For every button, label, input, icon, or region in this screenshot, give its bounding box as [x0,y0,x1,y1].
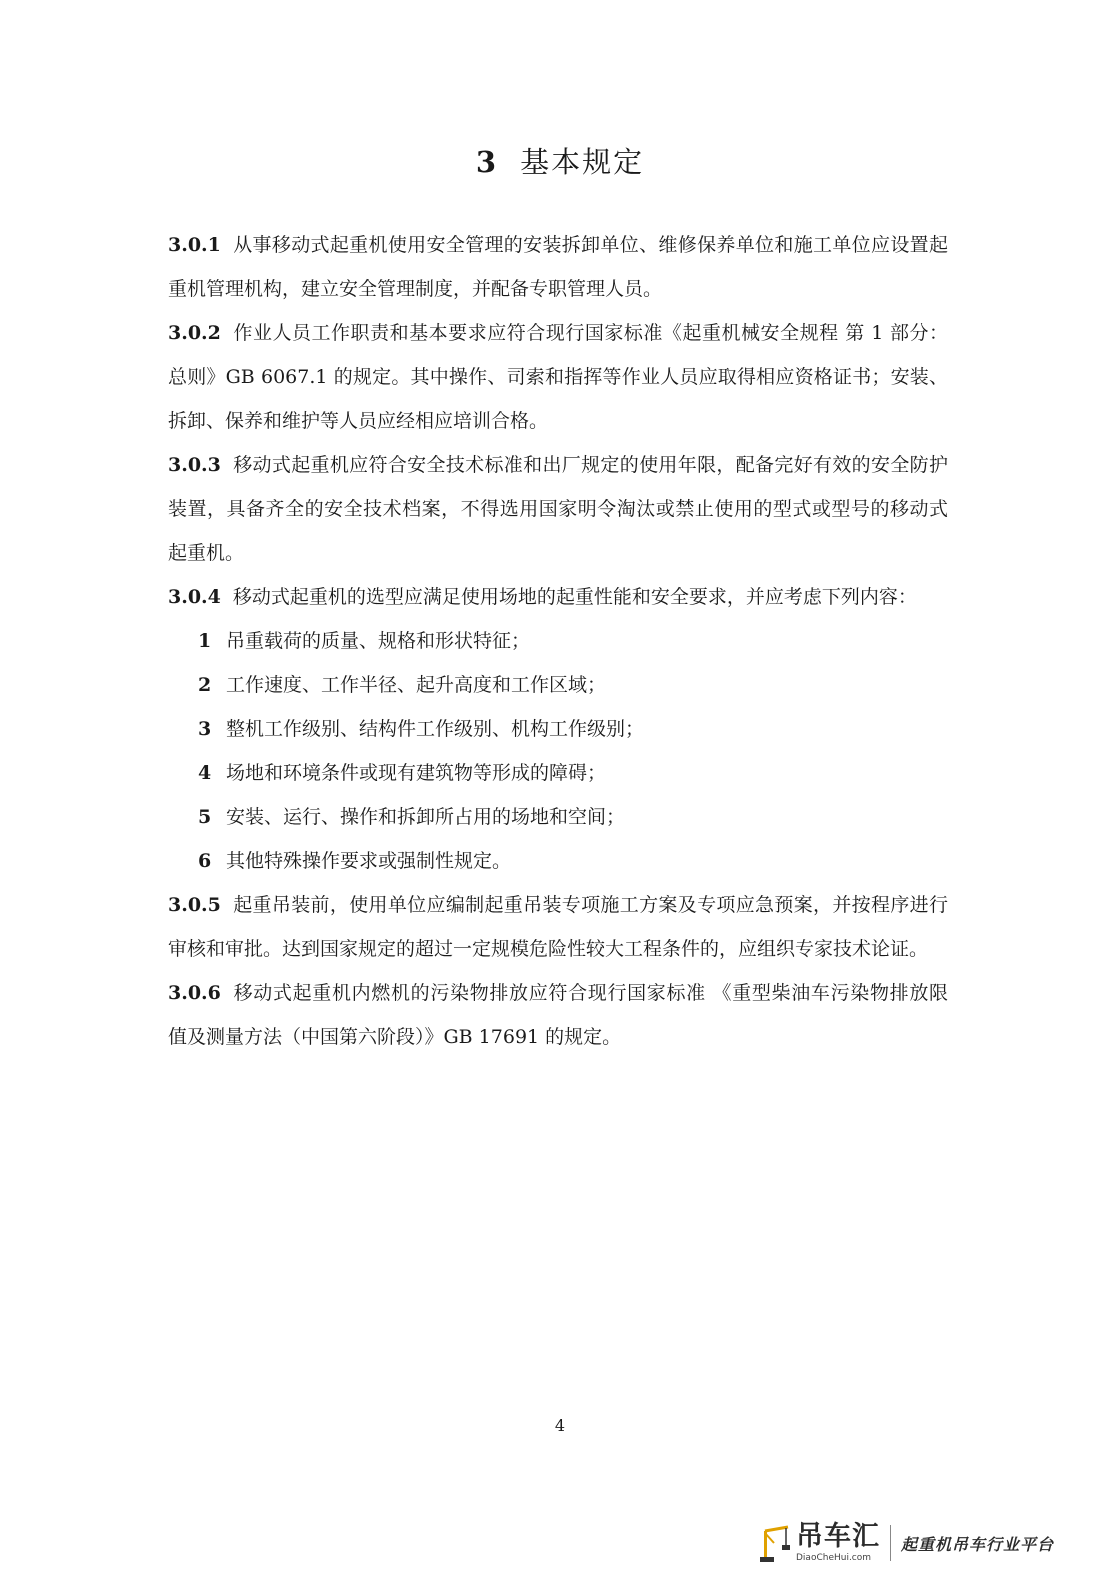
clause-number: 3.0.3 [168,454,221,476]
line-text: 审核和审批。达到国家规定的超过一定规模危险性较大工程条件的，应组织专家技术论证。 [168,938,929,960]
clause-line [168,443,948,487]
line-text: 安装、运行、操作和拆卸所占用的场地和空间； [226,806,626,828]
line-text: 其他特殊操作要求或强制性规定。 [226,850,512,872]
line-text: 吊重载荷的质量、规格和形状特征； [226,630,531,652]
list-item-number: 4 [198,762,212,784]
watermark-brand [796,1520,880,1564]
list-item-number: 1 [198,630,212,652]
list-item [168,663,948,707]
line-text: 工作速度、工作半径、起升高度和工作区域； [226,674,607,696]
line-text: 移动式起重机应符合安全技术标准和出厂规定的使用年限，配备完好有效的安全防护 [232,454,948,476]
watermark-logo [760,1518,1054,1568]
clause-line [168,971,948,1015]
clause-number: 3.0.5 [168,894,221,916]
crane-icon [760,1523,792,1563]
line-text: 重机管理机构，建立安全管理制度，并配备专职管理人员。 [168,278,663,300]
line-text: 总则》GB 6067.1 的规定。其中操作、司索和指挥等作业人员应取得相应资格证书；安装、 [168,366,948,388]
chapter-title [0,140,1120,181]
list-item-number: 3 [198,718,212,740]
clause-number: 3.0.1 [168,234,221,256]
list-item-number: 2 [198,674,212,696]
line-text: 拆卸、保养和维护等人员应经相应培训合格。 [168,410,549,432]
line-text: 场地和环境条件或现有建筑物等形成的障碍； [226,762,607,784]
line-text: 移动式起重机的选型应满足使用场地的起重性能和安全要求，并应考虑下列内容： [232,586,917,608]
clause-line [168,883,948,927]
paragraph-line [168,531,948,575]
line-text: 从事移动式起重机使用安全管理的安装拆卸单位、维修保养单位和施工单位应设置起 [232,234,948,256]
clause-number: 3.0.2 [168,322,221,344]
watermark-slogan: 起重机吊车行业平台 [901,1534,1055,1554]
clause-number: 3.0.6 [168,982,221,1004]
list-item-number: 6 [198,850,212,872]
document-body [168,223,948,1059]
clause-line [168,575,948,619]
list-item-number: 5 [198,806,212,828]
list-item [168,839,948,883]
line-text: 装置，具备齐全的安全技术档案，不得选用国家明令淘汰或禁止使用的型式或型号的移动式 [168,498,948,520]
line-text: 起重吊装前，使用单位应编制起重吊装专项施工方案及专项应急预案，并按程序进行 [232,894,948,916]
paragraph-line [168,355,948,399]
watermark-domain: DiaoCheHui.com [796,1552,872,1563]
line-text: 起重机。 [168,542,245,564]
paragraph-line [168,1015,948,1059]
clause-line [168,311,948,355]
paragraph-line [168,927,948,971]
paragraph-line [168,399,948,443]
watermark-name: 吊车汇 [796,1520,880,1552]
page-number: 4 [554,1416,566,1435]
paragraph-line [168,487,948,531]
watermark-divider [890,1525,891,1561]
line-text: 移动式起重机内燃机的污染物排放应符合现行国家标准 《重型柴油车污染物排放限 [232,982,948,1004]
chapter-number: 3 [475,145,499,179]
line-text: 值及测量方法（中国第六阶段）》GB 17691 的规定。 [168,1026,622,1048]
list-item [168,619,948,663]
line-text: 作业人员工作职责和基本要求应符合现行国家标准《起重机械安全规程 第 1 部分： [232,322,948,344]
clause-number: 3.0.4 [168,586,221,608]
line-text: 整机工作级别、结构件工作级别、机构工作级别； [226,718,645,740]
list-item [168,751,948,795]
chapter-title-text: 基本规定 [520,145,645,179]
paragraph-line [168,267,948,311]
list-item [168,707,948,751]
list-item [168,795,948,839]
clause-line [168,223,948,267]
